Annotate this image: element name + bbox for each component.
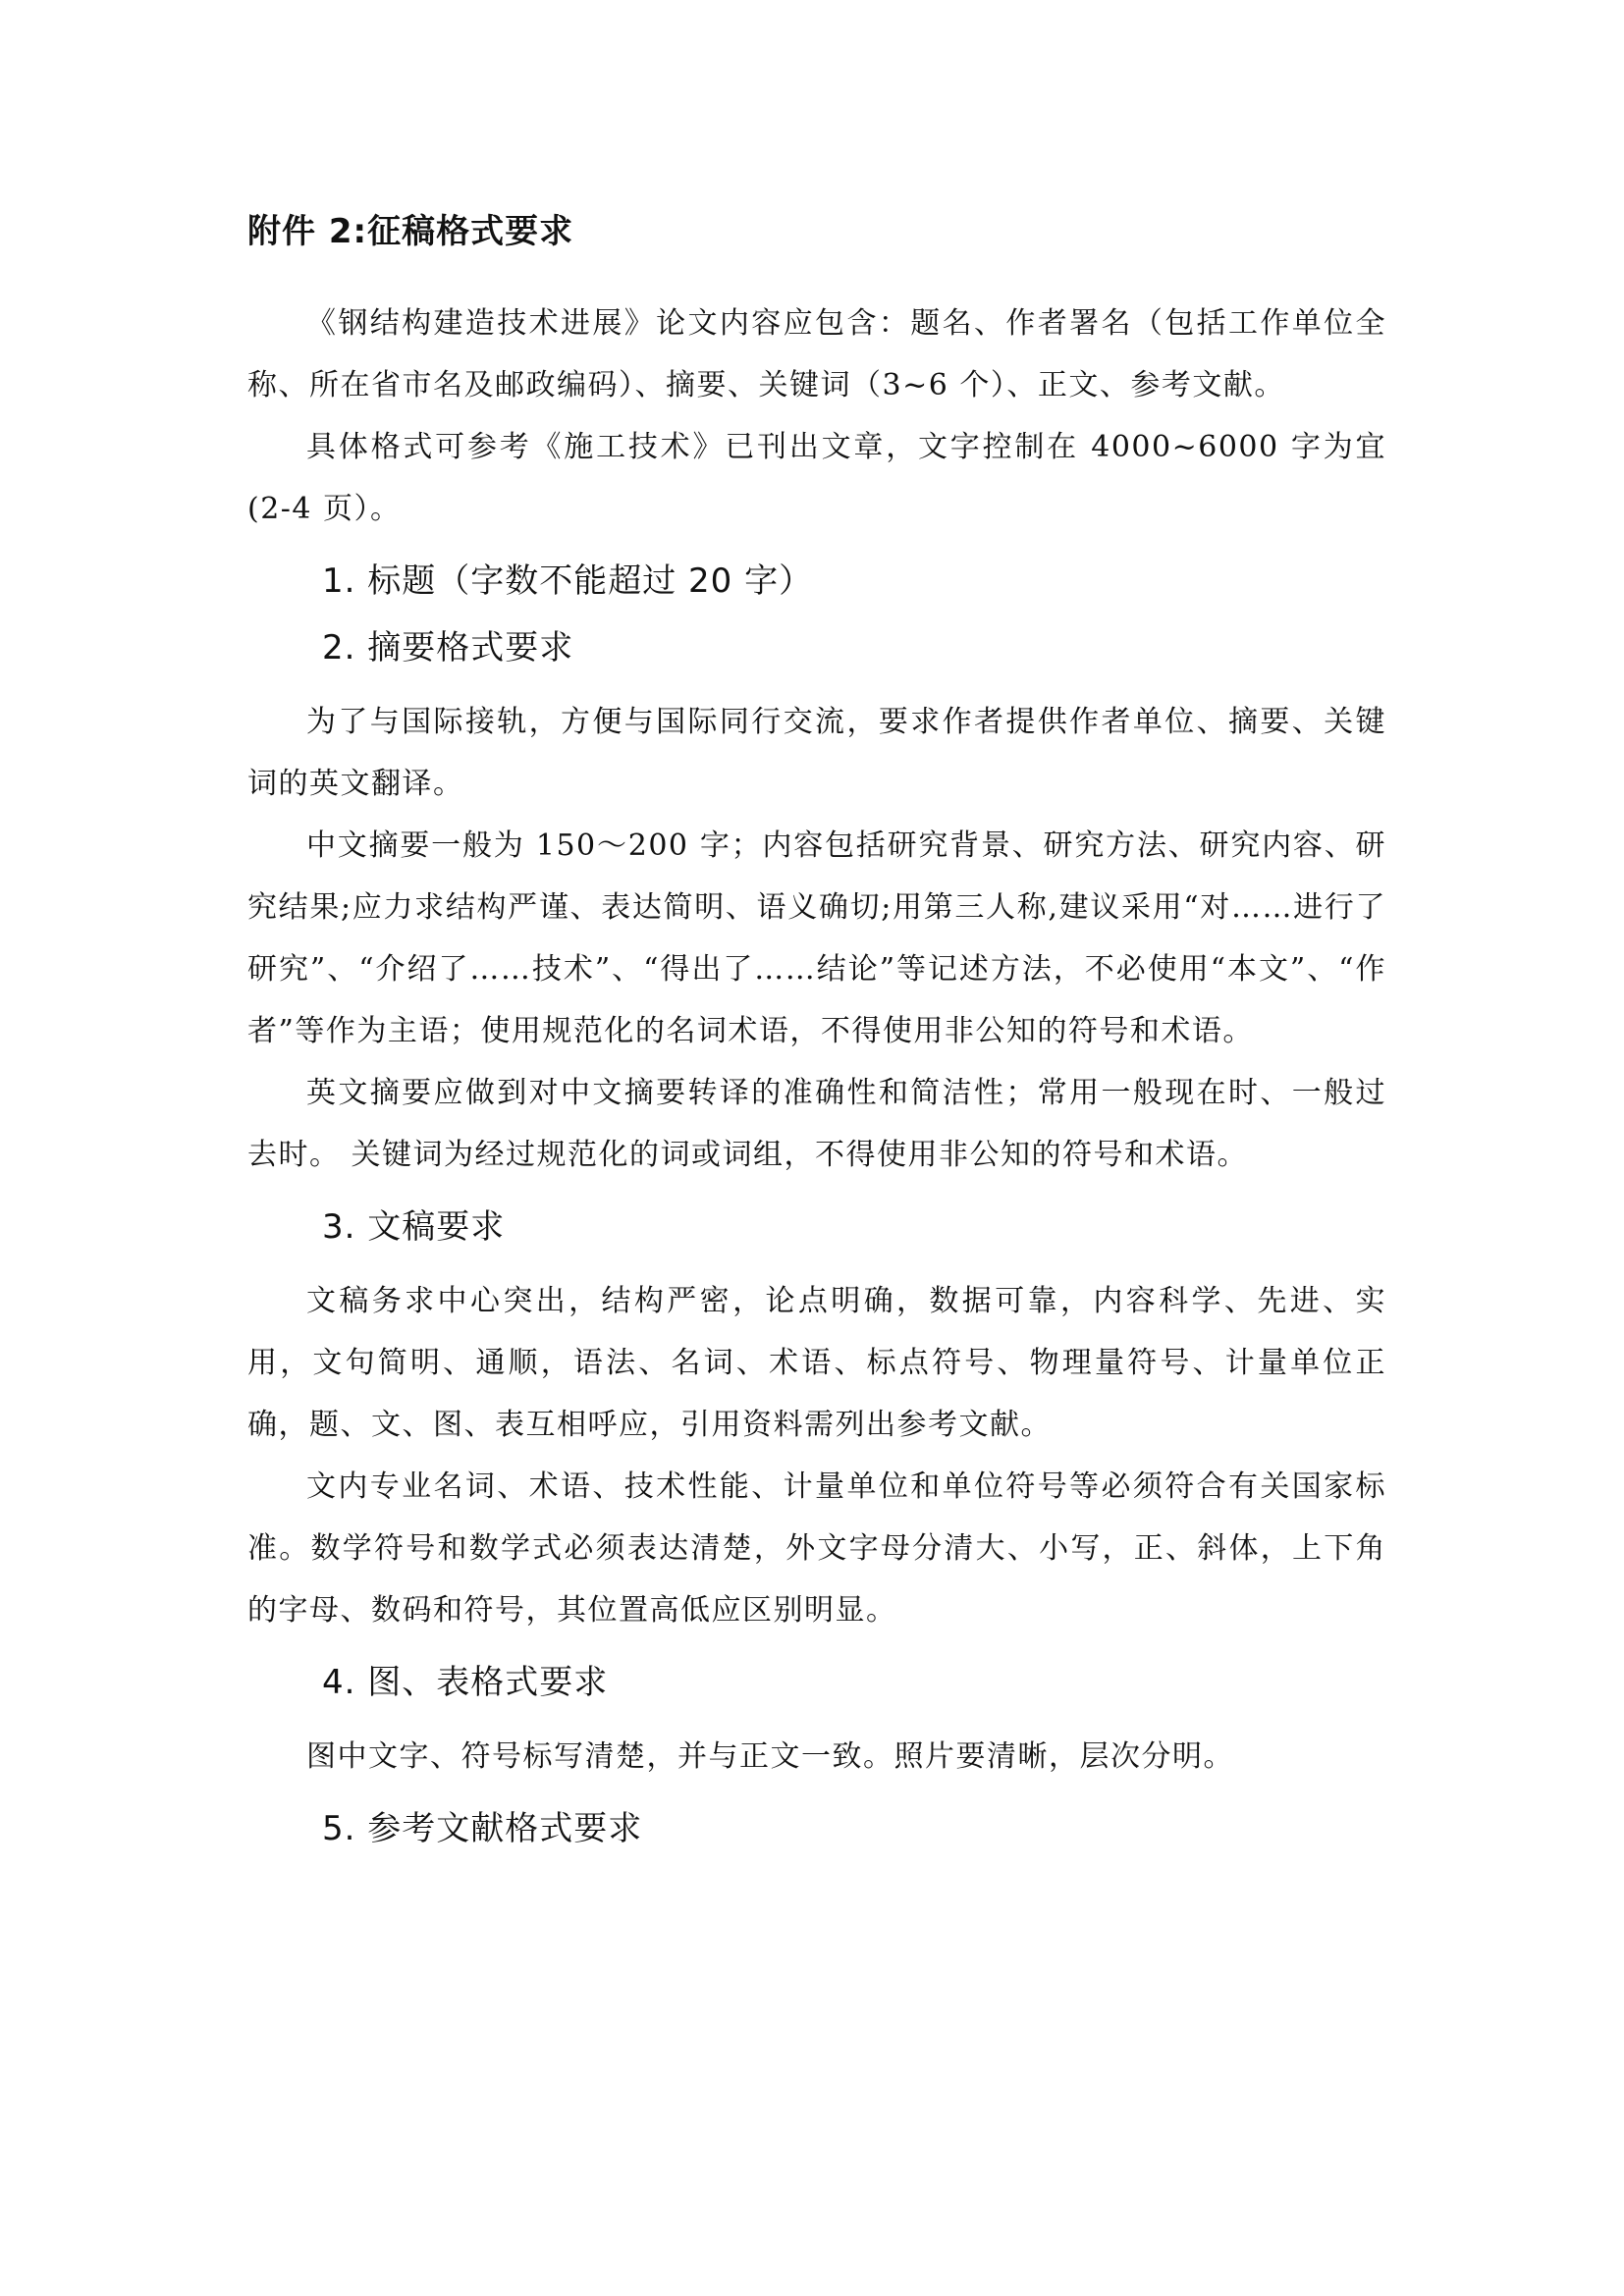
section-paragraph: 图中文字、符号标写清楚，并与正文一致。照片要清晰，层次分明。 <box>306 1739 1234 1774</box>
intro-paragraph: 《钢结构建造技术进展》论文内容应包含：题名、作者署名（包括工作单位全称、所在省市名及邮政编码）、摘要、关键词（3~6 个）、正文、参考文献。 <box>247 306 1386 402</box>
section-paragraph: 文内专业名词、术语、技术性能、计量单位和单位符号等必须符合有关国家标准。数学符号和数学式必须表达清楚，外文字母分清大、小写，正、斜体，上下角的字母、数码和符号，其位置高低应区别明显。 <box>247 1469 1386 1628</box>
section-paragraph: 文稿务求中心突出，结构严密，论点明确，数据可靠，内容科学、先进、实用，文句简明、通顺，语法、名词、术语、标点符号、物理量符号、计量单位正确，题、文、图、表互相呼应，引用资料需列出参考文献。 <box>247 1284 1386 1442</box>
document-body <box>247 208 1386 1872</box>
intro-paragraph: 具体格式可参考《施工技术》已刊出文章，文字控制在 4000~6000 字为宜(2-4 页）。 <box>247 430 1386 526</box>
section-paragraph: 为了与国际接轨，方便与国际同行交流，要求作者提供作者单位、摘要、关键词的英文翻译。 <box>247 705 1386 801</box>
section-heading-figures-tables: 4. 图、表格式要求 <box>322 1663 609 1702</box>
section-heading-references: 5. 参考文献格式要求 <box>322 1809 643 1848</box>
section-heading-abstract: 2. 摘要格式要求 <box>322 628 574 667</box>
section-heading-title: 1. 标题（字数不能超过 20 字） <box>322 561 814 601</box>
section-heading-manuscript: 3. 文稿要求 <box>322 1207 506 1247</box>
section-paragraph: 英文摘要应做到对中文摘要转译的准确性和简洁性；常用一般现在时、一般过去时。 关键词为经过规范化的词或词组，不得使用非公知的符号和术语。 <box>247 1076 1386 1172</box>
section-paragraph: 中文摘要一般为 150～200 字；内容包括研究背景、研究方法、研究内容、研究结果;应力求结构严谨、表达简明、语义确切;用第三人称,建议采用“对……进行了研究”、“介绍了……技术”、“得出了……结论”等记述方法，不必使用“本文”、“作者”等作为主语；使用规范化的名词术语，不得使用非公知的符号和术语。 <box>247 828 1386 1048</box>
page-title: 附件 2:征稿格式要求 <box>247 212 574 251</box>
